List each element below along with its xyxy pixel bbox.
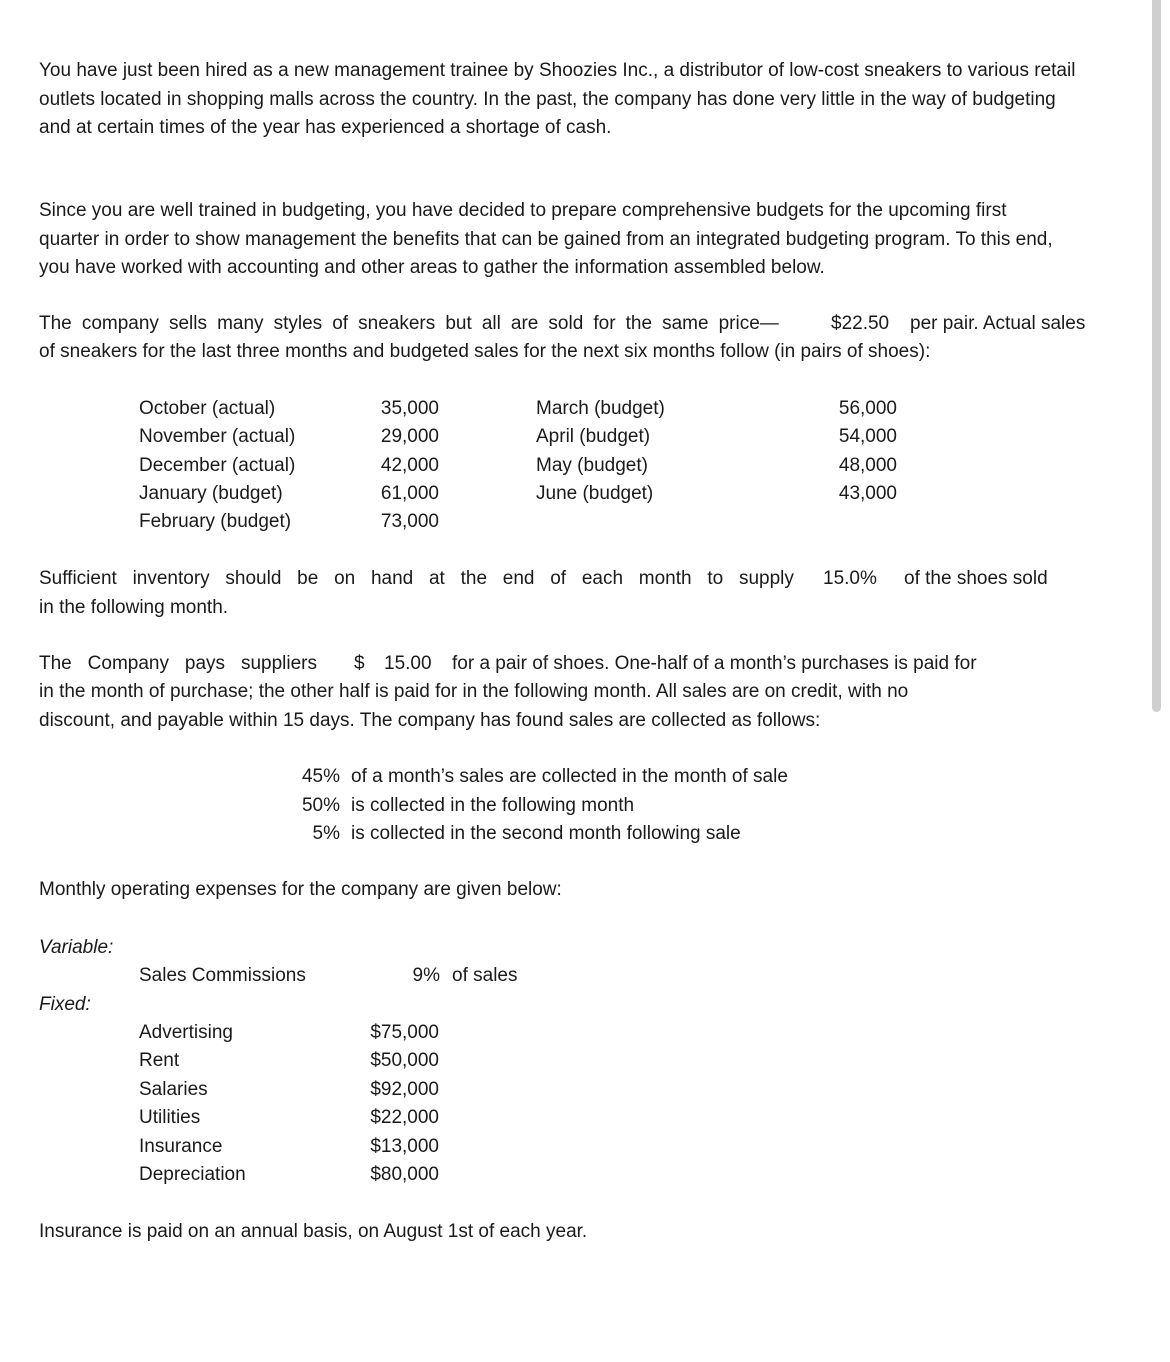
price-prefix-word: but [445, 313, 472, 334]
inventory-prefix-word: should [225, 568, 282, 589]
pairs-value: 35,000 [380, 398, 439, 419]
price-suffix: per pair. Actual sales [910, 313, 1086, 334]
month-label: October (actual) [139, 398, 276, 419]
price-line-prefix [39, 310, 779, 339]
intro-line: and at certain times of the year has experienced a shortage of cash. [39, 117, 612, 138]
pairs-value: 73,000 [380, 511, 439, 532]
inventory-prefix-word: end [502, 568, 535, 589]
expense-amount: $75,000 [370, 1022, 439, 1043]
pairs-value: 48,000 [838, 455, 897, 476]
price-prefix-word: price— [718, 313, 779, 334]
month-label: June (budget) [536, 483, 654, 504]
collection-percent: 5% [312, 823, 340, 844]
inventory-prefix-word: hand [370, 568, 414, 589]
supplier-currency: $ [354, 653, 365, 674]
expense-amount: $22,000 [370, 1107, 439, 1128]
price-prefix-word: sells [168, 313, 207, 334]
month-label: March (budget) [536, 398, 665, 419]
price-prefix-word: The [39, 313, 72, 334]
collection-text: is collected in the following month [351, 795, 635, 816]
inventory-prefix-word: at [428, 568, 445, 589]
price-prefix-word: the [625, 313, 653, 334]
inventory-prefix-word: Sufficient [39, 568, 117, 589]
month-label: February (budget) [139, 511, 292, 532]
expense-amount: $92,000 [370, 1079, 439, 1100]
pairs-value: 54,000 [838, 426, 897, 447]
pairs-value: 61,000 [380, 483, 439, 504]
inventory-prefix-word: to [707, 568, 724, 589]
supplier-prefix-word: The [39, 653, 72, 674]
scrollbar[interactable] [1152, 0, 1161, 712]
budgeting-paragraph [39, 197, 1124, 283]
inventory-prefix-word: supply [738, 568, 794, 589]
inventory-prefix-word: on [334, 568, 356, 589]
price-prefix-word: styles [273, 313, 323, 334]
expense-amount: $13,000 [370, 1136, 439, 1157]
collection-text: is collected in the second month following sale [351, 823, 741, 844]
supplier-suffix: for a pair of shoes. One-half of a month’s purchases is paid for [452, 653, 977, 674]
pairs-value: 43,000 [838, 483, 897, 504]
supplier-line-prefix-text [39, 650, 317, 679]
fixed-label: Fixed: [39, 994, 91, 1015]
price-prefix-word: sold [548, 313, 584, 334]
collection-text: of a month’s sales are collected in the month of sale [351, 766, 788, 787]
supplier-line-3: discount, and payable within 15 days. The company has found sales are collected as follows: [39, 710, 821, 731]
price-prefix-word: all [481, 313, 501, 334]
expense-amount: $50,000 [370, 1050, 439, 1071]
commission-suffix: of sales [452, 965, 518, 986]
inventory-prefix-word: each [581, 568, 624, 589]
month-label: April (budget) [536, 426, 651, 447]
budgeting-line: quarter in order to show management the benefits that can be gained from an integrated budgeting program. To this end, [39, 228, 1053, 250]
supplier-prefix-word: suppliers [240, 653, 317, 674]
inventory-suffix: of the shoes sold [904, 568, 1048, 589]
budgeting-line: Since you are well trained in budgeting, you have decided to prepare comprehensive budgets for the upcoming first [39, 200, 1007, 221]
price-prefix-word: company [81, 313, 159, 334]
price-prefix-word: of [332, 313, 349, 334]
intro-line: You have just been hired as a new management trainee by Shoozies Inc., a distributor of low-cost sneakers to various retail [39, 60, 1076, 81]
expense-amount: $80,000 [370, 1164, 439, 1185]
month-label: January (budget) [139, 483, 283, 504]
collection-percent: 50% [301, 795, 340, 816]
expense-name: Rent [139, 1050, 180, 1071]
intro-paragraph [39, 57, 1124, 143]
month-label: November (actual) [139, 426, 296, 447]
inventory-line-prefix-text [39, 565, 794, 594]
supplier-line-2: in the month of purchase; the other half is paid for in the following month. All sales are on credit, with no [39, 681, 909, 702]
expense-name: Sales Commissions [139, 965, 306, 986]
budgeting-line: you have worked with accounting and other areas to gather the information assembled below. [39, 257, 825, 278]
month-label: December (actual) [139, 455, 296, 476]
price-line-prefix-text [39, 310, 779, 339]
inventory-prefix-word: be [297, 568, 319, 589]
inventory-prefix-word: month [638, 568, 692, 589]
expense-name: Utilities [139, 1107, 201, 1128]
pairs-value: 29,000 [380, 426, 439, 447]
expense-name: Insurance [139, 1136, 223, 1157]
inventory-prefix-word: of [550, 568, 567, 589]
inventory-prefix-word: inventory [132, 568, 210, 589]
inventory-line-2: in the following month. [39, 597, 229, 618]
expense-name: Depreciation [139, 1164, 246, 1185]
insurance-note: Insurance is paid on an annual basis, on August 1st of each year. [39, 1221, 588, 1242]
supplier-prefix-word: pays [184, 653, 226, 674]
month-label: May (budget) [536, 455, 648, 476]
price-line-2: of sneakers for the last three months and budgeted sales for the next six months follow (in pairs of shoes): [39, 341, 931, 362]
price-prefix-word: for [593, 313, 616, 334]
expenses-intro: Monthly operating expenses for the company are given below: [39, 879, 562, 900]
price-prefix-word: many [217, 313, 264, 334]
commission-rate: 9% [412, 965, 440, 986]
price-value: $22.50 [831, 313, 890, 334]
inventory-percent: 15.0% [823, 568, 877, 589]
expense-name: Advertising [139, 1022, 233, 1043]
pairs-value: 42,000 [380, 455, 439, 476]
intro-line: outlets located in shopping malls across the country. In the past, the company has done very little in the way of budgeting [39, 88, 1056, 110]
inventory-prefix-word: the [460, 568, 488, 589]
variable-label: Variable: [39, 937, 114, 958]
price-prefix-word: sneakers [358, 313, 436, 334]
supplier-cost: 15.00 [384, 653, 432, 674]
pairs-value: 56,000 [838, 398, 897, 419]
price-prefix-word: are [510, 313, 539, 334]
inventory-line-prefix [39, 565, 794, 594]
collection-percent: 45% [301, 766, 340, 787]
price-prefix-word: same [662, 313, 709, 334]
expense-name: Salaries [139, 1079, 208, 1100]
supplier-line-prefix [39, 650, 317, 679]
supplier-prefix-word: Company [87, 653, 169, 674]
